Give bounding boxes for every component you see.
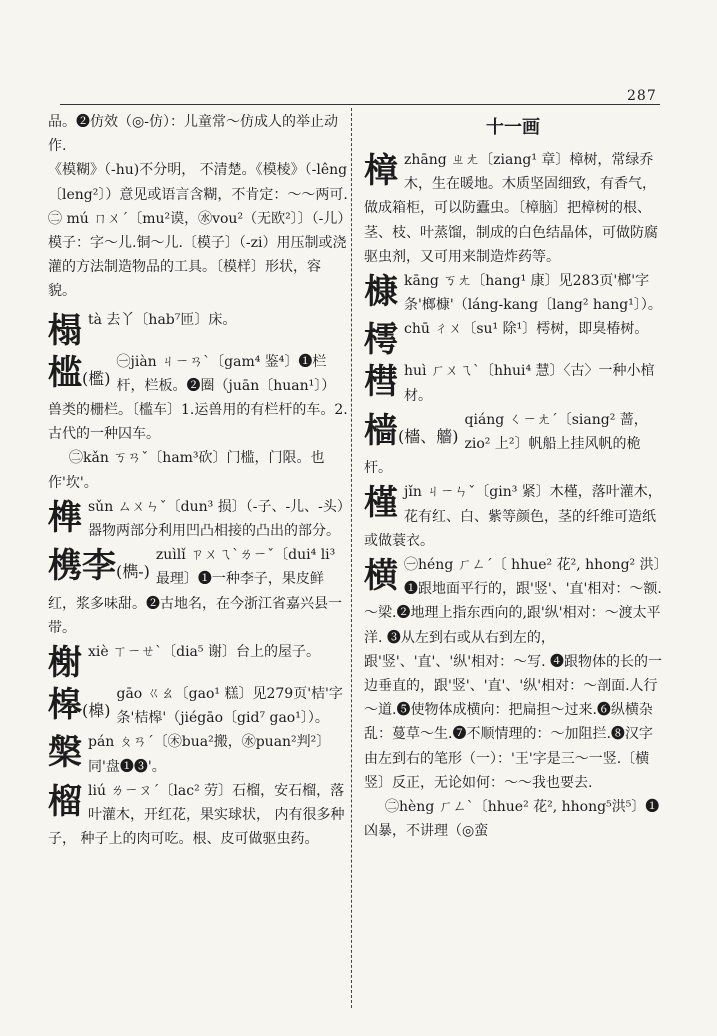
continued-text: ㊁ mú ㄇㄨˊ〔mu²谟，㊌vou²（无欧²〕〕（-儿）模子：字～儿.铜～儿.〔模子〕（-zi）用压制或浇灌的方法制造物品的工具。〔模样〕形状，容貌。	[48, 210, 347, 300]
entry-headword: 槿	[364, 483, 398, 524]
dictionary-entry	[364, 269, 662, 317]
dictionary-entry	[364, 408, 662, 481]
column-divider	[351, 108, 352, 1008]
entry-headword: 槜李(檇-)	[48, 546, 150, 587]
entry-variant: (檻)	[82, 368, 111, 388]
entry-definition: liú ㄌㄧㄡˊ〔lac² 劳〕石榴，安石榴，落叶灌木，开红花，果实球状， 内有很多种子， 种子上的肉可吃。根、皮可做驱虫药。	[48, 782, 345, 848]
dictionary-entry	[48, 682, 348, 730]
entry-headword: 槥	[364, 362, 398, 403]
entry-headword: 樗	[364, 320, 398, 361]
entry-definition: zuìlǐ ㄗㄨㄟˋㄌㄧˇ〔dui⁴ li³ 最理〕❶一种李子，果皮鲜红，浆多味甜。❷古地名，在今浙江省嘉兴县一带。	[48, 547, 342, 636]
entry-headword: 榴	[48, 781, 82, 822]
stroke-count-heading: 十一画	[486, 117, 540, 138]
entry-definition: ㊁kǎn ㄎㄢˇ〔ham³砍〕门槛，门限。也作'坎'。	[48, 450, 325, 491]
entry-definition: zhāng ㄓㄤ〔ziang¹ 章〕樟树，常绿乔木，生在暖地。木质坚固细致，有香气，做成箱柜，可以防蠹虫。〔樟脑〕把樟树的根、茎、枝、叶蒸馏，制成的白色结晶体，可做防腐驱虫剂，又可用来制造炸药等。	[364, 152, 658, 265]
entry-definition: ㊀jiàn ㄐㄧㄢˋ〔gam⁴ 鉴⁴〕❶栏杆，栏板。❷圈（juān〔huan¹〕）兽类的栅栏。〔槛车〕1.运兽用的有栏杆的车。2.古代的一种囚车。	[48, 353, 348, 443]
entry-definition: gāo ㄍㄠ〔gao¹ 糕〕见279页'桔'字条'桔槔'（jiégāo〔gid⁷ gao¹〕）。	[116, 686, 343, 727]
dictionary-entry	[48, 446, 348, 494]
entry-definition: ㊀héng ㄏㄥˊ〔 hhue² 花², hhong² 洪〕❶跟地面平行的，跟'竖'、'直'相对：～额.～梁.❷地理上指东西向的,跟'纵'相对：～渡太平洋. ❸从左到右或从右到左的，跟'竖'、'直'、'纵'相对：～写. ❹跟物体的长的一边垂直的，跟'竖'、'直'、'纵'相对：～剖面.人行～道.❺使物体成横向：把扁担～过来.❻纵横杂乱：蔓草～生.❼不顺情理的：～加阻拦.❽汉字由左到右的笔形（一）：'王'字是三～一竖.〔横竖〕反正，无论如何：～～我也要去.	[364, 557, 662, 791]
continued-text: 品。❷仿效（◎-仿）：儿童常～仿成人的举止动作.	[48, 114, 338, 155]
entry-headword: 槔(橰)	[48, 685, 111, 726]
entry-variant: (檇-)	[116, 562, 150, 582]
entry-definition: sǔn ㄙㄨㄣˇ〔dun³ 损〕（-子、-儿、-头）器物两部分利用凹凸相接的凸出的部分。	[88, 498, 344, 540]
dictionary-entry	[48, 308, 348, 350]
entry-headword: 槃	[48, 733, 82, 774]
dictionary-entry	[364, 317, 662, 359]
entry-definition: xiè ㄒㄧㄝˋ〔dia⁵ 谢〕台上的屋子。	[88, 644, 320, 661]
entry-headword: 樟	[364, 151, 398, 191]
entry-definition: kāng ㄎㄤ〔hang¹ 康〕见283页'榔'字条'榔槺'（láng-kang〔lang² hang¹〕）。	[404, 273, 662, 314]
dictionary-entry	[364, 480, 662, 553]
dictionary-entry	[48, 495, 348, 543]
entry-headword: 榻	[48, 310, 82, 351]
right-column	[364, 110, 662, 843]
continued-text: 《模糊》（-hu)不分明， 不清楚。《模棱》（-lêng〔leng²〕）意见或语言含糊，不肯定：～～两可.	[48, 162, 348, 203]
entry-headword: 榫	[48, 497, 82, 538]
entry-definition: huì ㄏㄨㄟˋ〔hhui⁴ 慧〕〈古〉一种小棺材。	[404, 363, 655, 404]
dictionary-entry	[48, 543, 348, 640]
continued-entry	[48, 110, 348, 304]
entry-headword: 横	[364, 556, 398, 597]
dictionary-entry	[364, 148, 662, 269]
entry-definition: qiáng ㄑㄧㄤˊ〔siang² 蔷， zio² 上²〕帆船上挂风帆的桅杆。	[364, 411, 648, 477]
dictionary-entry	[48, 640, 348, 682]
dictionary-entry	[364, 553, 662, 795]
dictionary-entry	[48, 350, 348, 447]
entry-variant: (檣、艢)	[398, 426, 459, 446]
left-column	[48, 110, 348, 851]
entry-variant: (橰)	[82, 701, 111, 721]
dictionary-entry	[48, 730, 348, 778]
entry-headword: 槛(檻)	[48, 352, 111, 393]
entry-definition: jǐn ㄐㄧㄣˇ〔gin³ 紧〕木槿，落叶灌木，花有红、白、紫等颜色，茎的纤维可造纸或做蓑衣。	[364, 484, 662, 549]
dictionary-entry	[48, 779, 348, 852]
entry-headword: 榭	[48, 643, 82, 684]
page-number: 287	[627, 88, 657, 104]
entry-headword: 槺	[364, 272, 398, 313]
header-rule	[60, 104, 660, 105]
entry-definition: ㊁hèng ㄏㄥˋ〔hhue² 花², hhong⁵洪⁵〕❶凶暴，不讲理（◎蛮	[364, 799, 660, 840]
dictionary-entry	[364, 795, 662, 843]
entry-headword: 樯(檣、艢)	[364, 410, 459, 451]
entry-definition: tà 去丫〔hab⁷匝〕床。	[88, 311, 237, 328]
entry-definition: chū ㄔㄨ〔su¹ 除¹〕樗树，即臭椿树。	[404, 321, 649, 338]
dictionary-entry	[364, 359, 662, 407]
entry-definition: pán ㄆㄢˊ〔㊍bua²搬，㊌puan²判²〕同'盘❶❸'。	[88, 734, 331, 775]
